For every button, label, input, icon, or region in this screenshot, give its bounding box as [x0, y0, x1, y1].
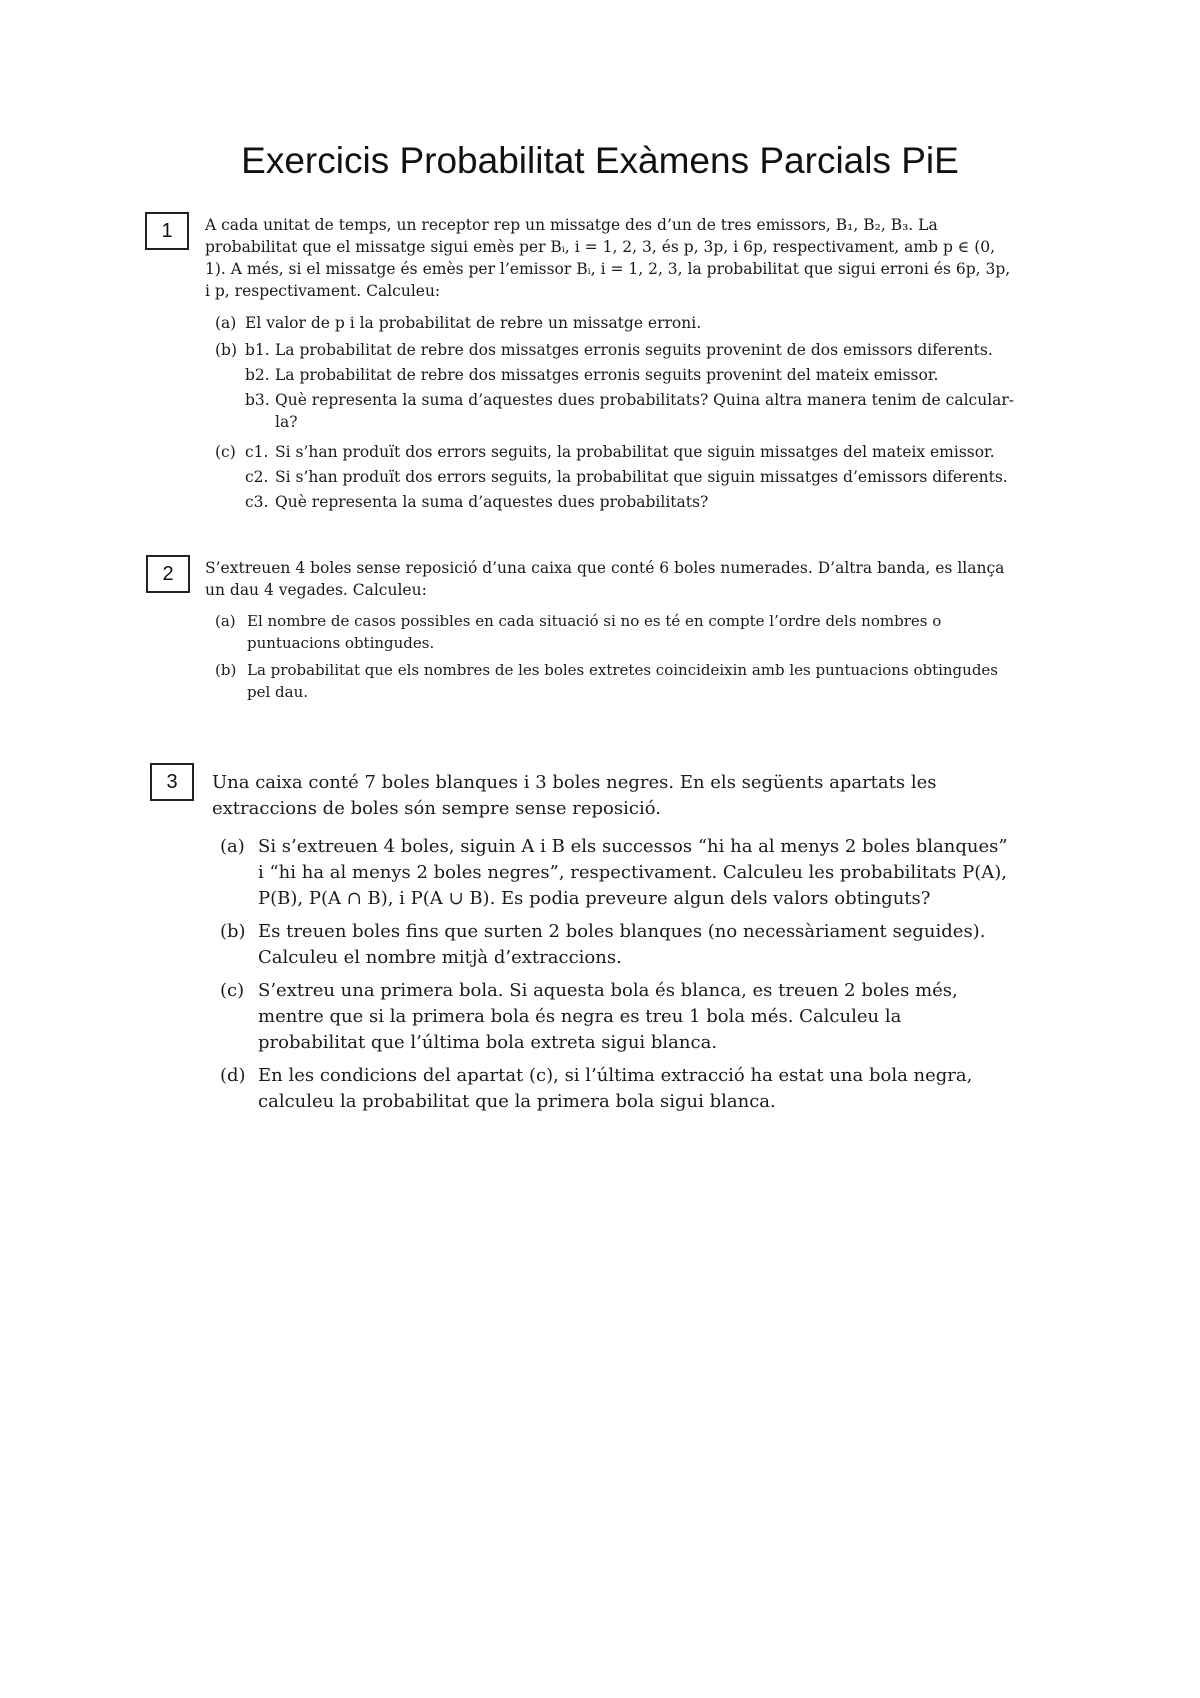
- exercise-part: [215, 441, 1020, 516]
- sub-part: [245, 339, 1020, 361]
- sub-part-label: c2.: [245, 468, 269, 486]
- exercise-part: [220, 834, 1012, 912]
- part-label: (a): [220, 836, 245, 857]
- sub-part-label: c3.: [245, 493, 269, 511]
- part-text: En les condicions del apartat (c), si l’última extracció ha estat una bola negra, calculeu la probabilitat que la primera bola sigui blanca.: [258, 1065, 973, 1112]
- exercise-intro: A cada unitat de temps, un receptor rep un missatge des d’un de tres emissors, B₁, B₂, B₃. La probabilitat que el missatge sigui emès per Bᵢ, i = 1, 2, 3, és p, 3p, i 6p, respectivament, amb p ∈ (0, 1). A més, si el missatge és emès per l’emissor Bᵢ, i = 1, 2, 3, la probabilitat que sigui erroni és 6p, 3p, i p, respectivament. Calculeu:: [205, 216, 1011, 300]
- exercise-part: [215, 610, 1020, 654]
- sub-part-text: Si s’han produït dos errors seguits, la probabilitat que siguin missatges del mateix emissor.: [275, 443, 995, 461]
- exercise-part: [220, 919, 1012, 971]
- exercise-part: [220, 1063, 1012, 1115]
- sub-part-text: La probabilitat de rebre dos missatges erronis seguits provenint del mateix emissor.: [275, 366, 939, 384]
- part-text: El valor de p i la probabilitat de rebre un missatge erroni.: [245, 314, 702, 332]
- sub-part-label: b3.: [245, 391, 270, 409]
- sub-part: [245, 389, 1020, 433]
- exercise-parts: [205, 610, 1020, 703]
- exercise-part: [220, 978, 1012, 1056]
- exercise-parts: [212, 834, 1012, 1115]
- part-label: (a): [215, 314, 237, 332]
- sub-part-text: Què representa la suma d’aquestes dues probabilitats? Quina altra manera tenim de calcular-la?: [275, 391, 1015, 431]
- part-label: (a): [215, 612, 236, 630]
- part-label: (b): [215, 341, 238, 359]
- exercise-3: [212, 770, 1012, 1122]
- sub-part-label: b1.: [245, 341, 270, 359]
- exercise-intro: Una caixa conté 7 boles blanques i 3 boles negres. En els següents apartats les extraccions de boles són sempre sense reposició.: [212, 772, 937, 819]
- exercise-part: [215, 659, 1020, 703]
- sub-part-label: c1.: [245, 443, 269, 461]
- exercise-part: [215, 312, 1020, 334]
- exercise-2: [205, 557, 1020, 708]
- part-text: Si s’extreuen 4 boles, siguin A i B els successos “hi ha al menys 2 boles blanques” i “hi ha al menys 2 boles negres”, respectivament. Calculeu les probabilitats P(A), P(B), P(A ∩ B), i P(A ∪ B). Es podia preveure algun dels valors obtinguts?: [258, 836, 1008, 909]
- page-title: Exercicis Probabilitat Exàmens Parcials PiE: [241, 140, 959, 181]
- part-text: Es treuen boles fins que surten 2 boles blanques (no necessàriament seguides). Calculeu el nombre mitjà d’extraccions.: [258, 921, 986, 968]
- sub-part: [245, 466, 1020, 488]
- part-text: El nombre de casos possibles en cada situació si no es té en compte l’ordre dels nombres o puntuacions obtingudes.: [247, 612, 942, 652]
- part-label: (d): [220, 1065, 246, 1086]
- part-text: S’extreu una primera bola. Si aquesta bola és blanca, es treuen 2 boles més, mentre que si la primera bola és negra es treu 1 bola més. Calculeu la probabilitat que l’última bola extreta sigui blanca.: [258, 980, 958, 1053]
- sub-part-text: Si s’han produït dos errors seguits, la probabilitat que siguin missatges d’emissors diferents.: [275, 468, 1008, 486]
- exercise-number-box: 2: [146, 555, 190, 593]
- exercise-parts: [205, 312, 1020, 516]
- exercise-part: [215, 339, 1020, 436]
- exercise-number-box: 3: [150, 763, 194, 801]
- sub-part-list: [245, 441, 1020, 516]
- sub-part-text: La probabilitat de rebre dos missatges erronis seguits provenint de dos emissors diferents.: [275, 341, 993, 359]
- sub-part-text: Què representa la suma d’aquestes dues probabilitats?: [275, 493, 709, 511]
- sub-part: [245, 364, 1020, 386]
- exercise-intro: S’extreuen 4 boles sense reposició d’una caixa que conté 6 boles numerades. D’altra banda, es llança un dau 4 vegades. Calculeu:: [205, 559, 1005, 599]
- part-label: (b): [220, 921, 246, 942]
- part-text: La probabilitat que els nombres de les boles extretes coincideixin amb les puntuacions obtingudes pel dau.: [247, 661, 998, 701]
- exercise-number-box: 1: [145, 212, 189, 250]
- exercise-1: [205, 214, 1020, 521]
- part-label: (c): [220, 980, 245, 1001]
- sub-part: [245, 491, 1020, 513]
- part-label: (b): [215, 661, 237, 679]
- sub-part-list: [245, 339, 1020, 436]
- sub-part: [245, 441, 1020, 463]
- sub-part-label: b2.: [245, 366, 270, 384]
- part-label: (c): [215, 443, 236, 461]
